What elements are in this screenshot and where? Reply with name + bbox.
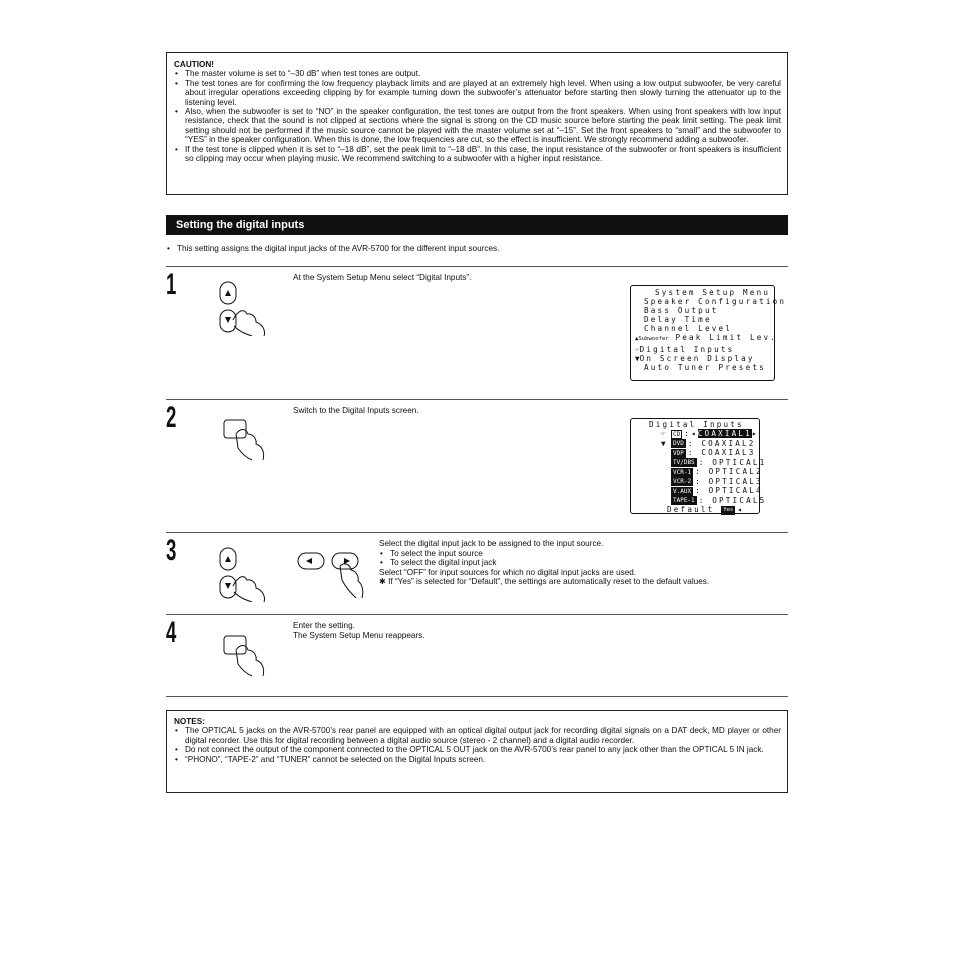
row-spacer [661,477,671,486]
digital-input-row [635,429,755,439]
up-down-buttons-icon [216,546,272,602]
input-source-label: VDP [673,449,684,457]
separator: : [695,486,709,496]
digital-inputs-screen [630,418,767,515]
step-1-text: At the System Setup Menu select “Digital Inputs”. [293,273,472,282]
separator: : [687,438,702,448]
step-3-text [379,539,784,587]
digital-jack-value: OPTICAL4 [708,486,763,496]
separator: : [695,476,709,486]
step-divider [166,532,788,533]
input-source-label: VCR-2 [673,478,692,486]
left-arrow-icon: ◂ [737,505,742,515]
caution-box [166,52,788,195]
row-spacer [661,448,671,457]
caution-list [174,69,781,163]
caution-item: • The master volume is set to “–30 dB” when test tones are output. [174,69,781,78]
digital-jack-value: OPTICAL2 [708,467,763,477]
menu-sub-prefix: ▲Subwoofer [635,336,669,343]
menu-title: System Setup Menu [655,288,771,297]
left-right-buttons-icon [296,550,366,600]
default-row: Default Yes ◂ [667,505,742,515]
step-divider [166,399,788,400]
digital-input-row [635,457,767,468]
cursor-hand-icon: ☞ [661,429,666,439]
note-item: • “PHONO”, “TAPE-2” and “TUNER” cannot be selected on the Digital Inputs screen. [174,755,781,764]
digital-input-rows [635,429,767,505]
digital-input-row [635,439,755,449]
row-spacer [661,458,671,467]
section-title: Setting the digital inputs [166,215,788,235]
input-source-label: DVD [673,440,684,448]
step-3-bullets [379,549,784,568]
enter-button-icon [222,634,272,678]
step-2-text: Switch to the Digital Inputs screen. [293,406,419,415]
menu-item: Bass Output [644,306,719,316]
down-arrow-icon: ▼ [635,353,640,363]
digital-jack-value: COAXIAL2 [701,438,756,448]
caution-item: • If the test tone is clipped when it is set to “–18 dB”, set the peak limit to “–18 dB”. In this case, the input resistance of the subwoofer or front speakers is insufficient so clipping may occur when playing music. We recommend switching to a subwoofer with a higher input resistance. [174,145,781,164]
menu-item: ▼On Screen Display [635,353,755,363]
menu-item: Speaker Configuration [644,297,787,307]
digital-input-row [635,476,763,487]
section-intro [166,244,788,253]
cursor-hand-icon: ☞ [635,344,640,354]
caution-item: • The test tones are for confirming the low frequency playback limits and are played at an extremely high level. When using a low output subwoofer, be very careful about irregular operations exceeding clipping by for example turning down the subwoofer’s attenuator before starting then slowly turning the attenuator up to the listening level. [174,79,781,107]
menu-item [635,333,778,344]
notes-box [166,710,788,793]
step-number: 2 [166,401,177,434]
digital-input-row [635,467,763,477]
step-4-line: The System Setup Menu reappears. [293,630,425,640]
down-arrow-icon: ▼ [661,438,666,448]
digital-input-row [635,448,755,458]
digital-jack-value: OPTICAL5 [712,495,767,505]
step-4-line: Enter the setting. [293,621,355,630]
row-spacer [661,467,671,476]
note-item: • Do not connect the output of the component connected to the OPTICAL 5 OUT jack on the AVR-5700’s rear panel to any jack other than the OPTICAL 5 IN jack. [174,745,781,754]
step-number: 3 [166,534,177,567]
step-3-bullet: • To select the digital input jack [379,558,784,568]
digital-jack-value: COAXIAL1 [697,429,752,439]
caution-item: • Also, when the subwoofer is set to “NO” in the speaker configuration, the test tones are output from the front speakers. When using front speakers with low input resistance, check that the sound is not clipped at sections where the signal is strong on the CD music source before starting the peak limit setting. The peak limit setting should not be performed if the music source cannot be played with the master volume set at “–15”. Set the front speakers to “small” and the subwoofer to “YES” in the speaker configuration. When this is done, the low frequencies are cut, so the effect is insufficient. We strongly recommend adding a subwoofer. [174,107,781,145]
separator: : [687,448,702,458]
row-spacer [661,496,671,505]
enter-button-icon [222,418,272,462]
step-divider [166,614,788,615]
system-setup-menu-screen [630,285,787,381]
input-source-label: VCR-1 [673,468,692,476]
input-source-label: TV/DBS [673,459,695,467]
input-source-label: V.AUX [673,487,692,495]
menu-item-selected: ☞Digital Inputs [635,344,735,354]
separator: : [698,495,713,505]
notes-list [174,726,781,764]
input-source-label: TAPE-1 [673,497,695,505]
default-value: Yes [723,506,734,513]
menu-item: Auto Tuner Presets [644,362,766,372]
digital-screen-title: Digital Inputs [649,420,744,429]
note-item: • The OPTICAL 5 jacks on the AVR-5700’s rear panel are equipped with an optical digital output jack for recording digital signals on a DAT deck, MD player or other digital recorder. Use this for digital recording between a digital audio source (stereo - 2 channel) and a digital audio recorder. [174,726,781,745]
step-4-text [293,621,425,640]
input-source-label: CD [673,430,681,438]
step-3-bullet: • To select the input source [379,549,784,559]
menu-item: Delay Time [644,315,712,325]
step-number: 1 [166,268,177,301]
step-divider [166,266,788,267]
step-number: 4 [166,616,177,649]
menu-item: Channel Level [644,324,733,334]
step-3-note: ✱ If “Yes” is selected for “Default”, the settings are automatically reset to the default values. [379,577,710,586]
step-3-line: Select the digital input jack to be assigned to the input source. [379,539,604,548]
menu-sub-item: Peak Limit Lev. [675,333,778,343]
section-intro-text: • This setting assigns the digital input jacks of the AVR-5700 for the different input sources. [166,244,788,253]
notes-title: NOTES: [174,717,205,726]
caution-title: CAUTION! [174,60,215,69]
row-spacer [661,486,671,495]
digital-input-row [635,486,763,496]
step-divider [166,696,788,697]
separator: : [695,467,709,477]
up-down-buttons-icon [216,280,272,336]
step-3-line: Select “OFF” for input sources for which no digital input jacks are used. [379,567,637,577]
digital-jack-value: OPTICAL3 [708,476,763,486]
digital-jack-value: OPTICAL1 [712,457,767,467]
separator: :◂ [684,429,698,439]
separator: : [698,457,713,467]
digital-input-row [635,495,767,506]
digital-jack-value: COAXIAL3 [701,448,756,458]
right-arrow-icon: ▸ [751,429,757,439]
